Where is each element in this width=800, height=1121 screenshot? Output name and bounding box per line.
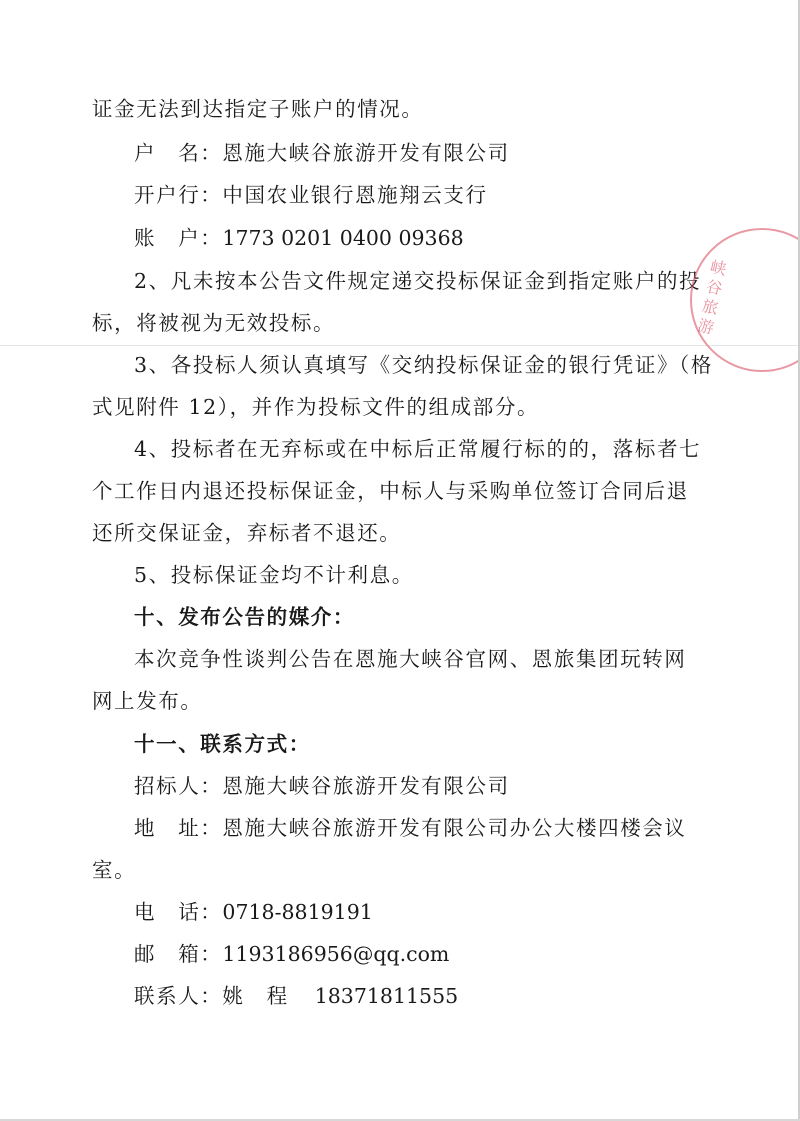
tenderer-row: [134, 773, 749, 799]
contact-label: 联系人：: [134, 984, 223, 1008]
address-row: [134, 815, 749, 841]
address-continuation: 室。: [92, 858, 137, 882]
email-label: 邮 箱：: [134, 942, 223, 966]
account-number-label: 账 户：: [134, 226, 223, 250]
phone-value: 0718-8819191: [222, 900, 373, 924]
contact-phone: 18371811555: [314, 984, 459, 1008]
contact-name: 姚 程: [222, 984, 289, 1008]
page-fold-line: [0, 345, 800, 346]
paragraph-3-line-2: 式见附件 12），并作为投标文件的组成部分。: [92, 395, 540, 419]
seal-text: 峡谷旅游: [696, 257, 729, 338]
address-value: 恩施大峡谷旅游开发有限公司办公大楼四楼会议: [222, 816, 687, 840]
section-heading-10: 十、发布公告的媒介：: [134, 605, 355, 629]
account-name-label: 户 名：: [134, 141, 223, 165]
paragraph-3-line-1: 3、各投标人须认真填写《交纳投标保证金的银行凭证》（格: [134, 353, 713, 377]
address-label: 地 址：: [134, 816, 223, 840]
email-row: [134, 941, 749, 967]
paragraph-4-line-3: 还所交保证金，弃标者不退还。: [92, 521, 402, 545]
paragraph-2-line-1: 2、凡未按本公告文件规定递交投标保证金到指定账户的投: [134, 269, 702, 293]
text-line: 证金无法到达指定子账户的情况。: [92, 97, 424, 121]
section-heading-11: 十一、联系方式：: [134, 732, 311, 756]
paragraph-2-line-2: 标，将被视为无效投标。: [92, 311, 336, 335]
contact-row: [134, 983, 749, 1009]
paragraph-4-line-2: 个工作日内退还投标保证金，中标人与采购单位签订合同后退: [92, 479, 689, 503]
account-name-row: [134, 140, 749, 166]
paragraph-4-line-1: 4、投标者在无弃标或在中标后正常履行标的的，落标者七: [134, 437, 702, 461]
phone-row: [134, 899, 749, 925]
account-number-row: [134, 225, 749, 251]
tenderer-label: 招标人：: [134, 774, 223, 798]
phone-label: 电 话：: [134, 900, 223, 924]
tenderer-value: 恩施大峡谷旅游开发有限公司: [222, 774, 510, 798]
media-line-2: 网上发布。: [92, 689, 203, 713]
bank-row: [134, 182, 749, 208]
bank-label: 开户行：: [134, 183, 223, 207]
bank-value: 中国农业银行恩施翔云支行: [222, 183, 488, 207]
account-number-value: 1773 0201 0400 09368: [222, 226, 464, 250]
media-line-1: 本次竞争性谈判公告在恩施大峡谷官网、恩旅集团玩转网: [134, 647, 687, 671]
paragraph-5: 5、投标保证金均不计利息。: [134, 563, 414, 587]
account-name-value: 恩施大峡谷旅游开发有限公司: [222, 141, 510, 165]
email-value: 1193186956@qq.com: [222, 942, 450, 966]
